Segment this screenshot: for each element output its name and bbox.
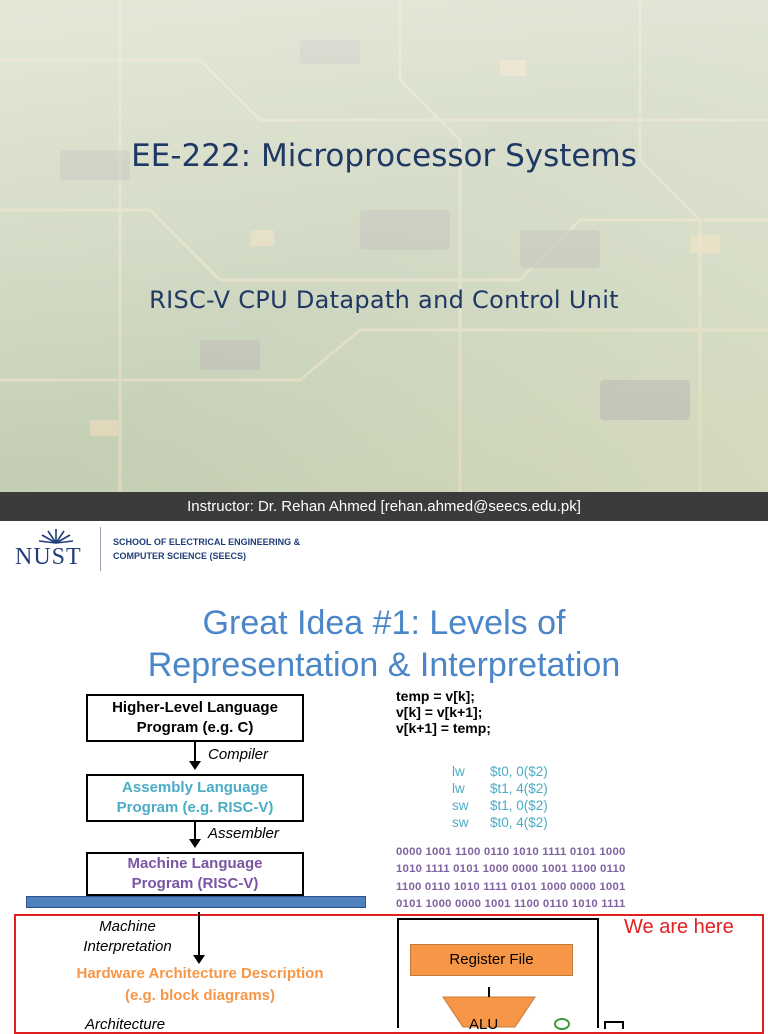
code-line: v[k+1] = temp; (396, 720, 491, 736)
levels-slide (0, 576, 768, 1033)
machine-interpretation-label (70, 917, 185, 957)
instructor-bar: Instructor: Dr. Rehan Ahmed [rehan.ahmed@seecs.edu.pk] (0, 492, 768, 521)
box-label-line-1: Higher-Level Language (112, 699, 278, 716)
asm-line (452, 763, 548, 780)
asm-op: lw (452, 781, 465, 796)
machine-code-snippet (396, 844, 626, 913)
binary-line: 1010 1111 0101 1000 0000 1001 1100 0110 (396, 863, 626, 876)
lecture-subtitle: RISC-V CPU Datapath and Control Unit (149, 286, 619, 314)
mux-icon (554, 1018, 570, 1030)
we-are-here-label: We are here (624, 916, 734, 938)
school-name (113, 535, 300, 563)
c-code-snippet (396, 688, 491, 736)
slide-title-line-2: Representation & Interpretation (147, 646, 621, 684)
asm-line (452, 797, 548, 814)
machine-language-box (86, 852, 304, 896)
register-file-block: Register File (410, 944, 573, 976)
binary-line: 1100 0110 1010 1111 0101 1000 0000 1001 (396, 880, 626, 893)
architecture-label: Architecture (85, 1016, 166, 1033)
asm-args: $t0, 4($2) (490, 815, 548, 830)
slide-title-line-1: Great Idea #1: Levels of (202, 604, 566, 642)
high-level-language-box (86, 694, 304, 742)
box-label-line-1: Machine Language (127, 855, 263, 872)
code-line: v[k] = v[k+1]; (396, 704, 483, 720)
down-arrow-icon (194, 822, 196, 846)
register-icon (604, 1021, 624, 1029)
asm-args: $t1, 4($2) (490, 781, 548, 796)
box-label-line-2: Program (e.g. C) (136, 719, 254, 736)
nust-emblem-icon (36, 525, 76, 545)
asm-args: $t0, 0($2) (490, 764, 548, 779)
box-label-line-2: Program (RISC-V) (131, 875, 259, 892)
down-arrow-icon (198, 912, 200, 962)
down-arrow-icon (194, 742, 196, 768)
box-label-line-1: Assembly Language (122, 779, 268, 796)
binary-line: 0000 1001 1100 0110 1010 1111 0101 1000 (396, 846, 626, 858)
course-title: EE-222: Microprocessor Systems (131, 138, 637, 174)
label-line-2: Interpretation (83, 938, 172, 955)
asm-args: $t1, 0($2) (490, 798, 548, 813)
hardware-description-label (40, 963, 360, 1007)
label-line-2: (e.g. block diagrams) (124, 987, 276, 1004)
slide-title (0, 602, 768, 686)
alu-label: ALU (469, 1016, 499, 1033)
label-line-1: Machine (99, 918, 156, 935)
assembler-label: Assembler (208, 825, 279, 842)
school-name-line-2: COMPUTER SCIENCE (SEECS) (113, 551, 247, 561)
asm-line (452, 814, 548, 831)
binary-line: 0101 1000 0000 1001 1100 0110 1010 1111 (396, 897, 626, 910)
logo-divider (100, 527, 101, 571)
compiler-label: Compiler (208, 746, 269, 763)
asm-op: sw (452, 815, 469, 830)
hardware-software-interface-bar (26, 896, 366, 908)
code-line: temp = v[k]; (396, 688, 475, 704)
box-label-line-2: Program (e.g. RISC-V) (116, 799, 274, 816)
label-line-1: Hardware Architecture Description (76, 965, 324, 982)
asm-op: sw (452, 798, 469, 813)
background-wash (0, 0, 768, 492)
nust-logo-text: NUST (15, 544, 82, 570)
assembly-language-box (86, 774, 304, 822)
school-name-line-1: SCHOOL OF ELECTRICAL ENGINEERING & (113, 537, 301, 547)
assembly-code-snippet (452, 763, 548, 831)
asm-op: lw (452, 764, 465, 779)
asm-line (452, 780, 548, 797)
